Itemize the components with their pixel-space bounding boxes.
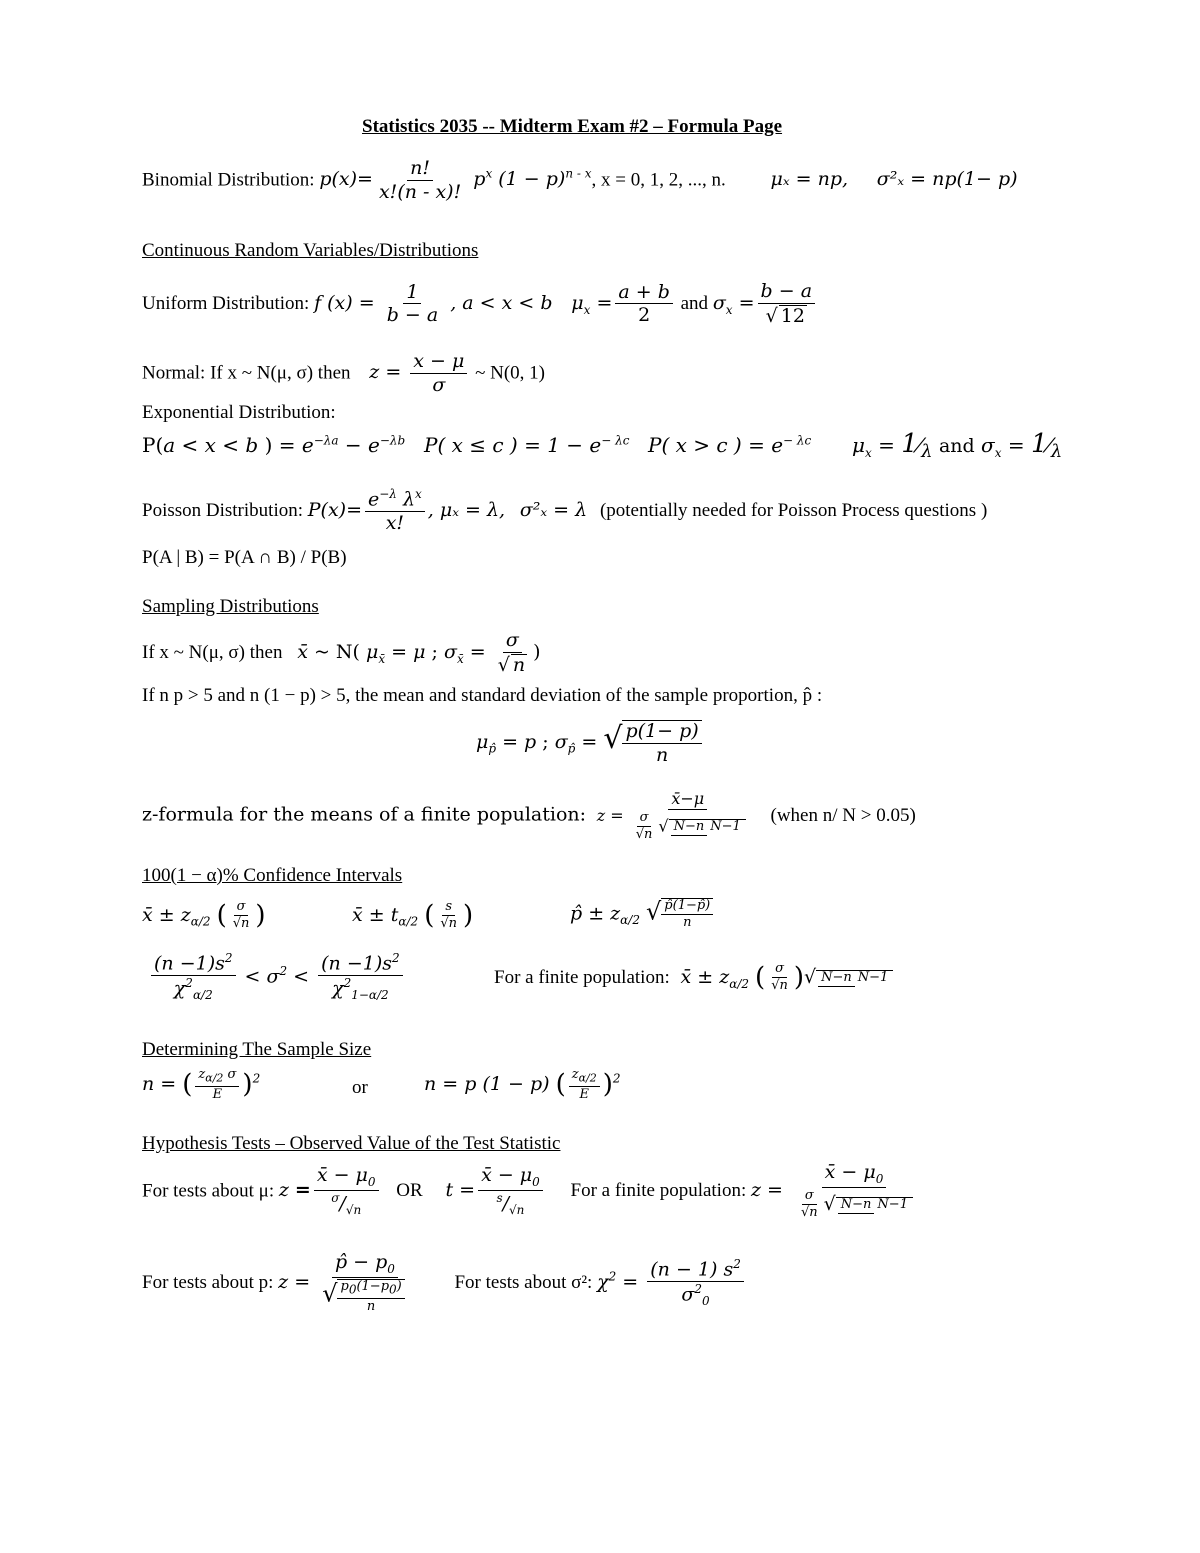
ci-finite-label: For a finite population:	[494, 966, 670, 988]
binomial-formula: p(x)= $\frac{n!}{x!(n - x)!}$ $p^x$ $(1 - p)^{n - x}$	[319, 157, 592, 203]
normal-standardize: z = $\frac{x - \mu}{\sigma}$	[369, 361, 470, 383]
poisson-note: (potentially needed for Poisson Process questions )	[599, 500, 988, 522]
exponential-moments: $\mu_x$ = $1⁄_\lambda$ and $\sigma_x$ = $1⁄_\lambda$	[852, 429, 1063, 462]
hypothesis-finite-label: For a finite population:	[570, 1180, 747, 1202]
page-title: Statistics 2035 -- Midterm Exam #2 – Formula Page	[362, 116, 783, 137]
exponential-and: and	[938, 435, 975, 457]
binomial-label: Binomial Distribution:	[142, 169, 315, 191]
uniform-and: and	[680, 292, 709, 314]
sample-size-or: or	[352, 1077, 368, 1098]
hypothesis-z-mean: z = $\frac{x̄ - \mu_0}{^\sigma/_{√n}}$	[279, 1179, 382, 1201]
poisson-mean: , μₓ = λ,	[427, 499, 506, 522]
normal-row	[142, 351, 545, 396]
conditional-probability: P(A | B) = P(A ∩ B) / P(B)	[142, 547, 347, 568]
uniform-label: Uniform Distribution:	[142, 292, 310, 314]
hypothesis-finite-formula: z = x̄ − $\mu_0$ $\frac{\sigma}{√n}$ √ N−n N−1	[751, 1179, 919, 1201]
uniform-pdf: f (x) = $\frac{1}{b - a}$ , a < x < b	[314, 280, 553, 327]
finite-label: z-formula for the means of a finite population:	[142, 803, 587, 826]
sampling-mean-dist: x̄ ~ N( $\mu_{x̄} = \mu$ ; $\sigma_{x̄}$ = $\frac{\sigma}{√ n}$ )	[297, 629, 541, 676]
exponential-label: Exponential Distribution:	[142, 402, 336, 423]
hypothesis-p-row	[142, 1252, 747, 1314]
hypothesis-p-label: For tests about p:	[142, 1272, 274, 1294]
hypothesis-z-proportion: z = p̂ − $p_0$ √ $\frac{p_0(1-p_0)}{n}$	[278, 1271, 414, 1293]
binomial-row	[142, 158, 1018, 203]
uniform-row	[142, 281, 818, 327]
sampling-line2: If n p > 5 and n (1 − p) > 5, the mean and standard deviation of the sample proportion, p̂ :	[142, 685, 823, 706]
binomial-range: , x = 0, 1, 2, ..., n.	[591, 169, 726, 191]
ci-proportion: p̂ ± $z_{\alpha/2}$ √ $\frac{p̂(1-p̂)}{n}$	[570, 898, 716, 931]
finite-condition: (when n/ N > 0.05)	[770, 804, 916, 826]
ci-mean-t: x̄ ± $t_{\alpha/2}$ ( $\frac{s}{√n}$ )	[352, 899, 474, 932]
sampling-heading: Sampling Distributions	[142, 596, 319, 617]
sample-size-mean: n = ( $\frac{z_{\alpha/2} \sigma}{E}$ )$^2$	[142, 1067, 261, 1102]
sampling-line1-label: If x ~ N(μ, σ) then	[142, 641, 283, 663]
poisson-label: Poisson Distribution:	[142, 500, 303, 522]
hypothesis-heading: Hypothesis Tests – Observed Value of the Test Statistic	[142, 1133, 561, 1154]
hypothesis-mu-label: For tests about μ:	[142, 1180, 275, 1202]
exponential-p3: P( x > c ) = $e^{- \lambda c}$	[648, 433, 812, 457]
sampling-proportion: $\mu_{p̂} = p$ ; $\sigma_{p̂}$ = √ $\frac{p(1- p)}{n}$	[476, 720, 705, 766]
hypothesis-t-mean: t = $\frac{x̄ - \mu_0}{^s/_{√n}}$	[445, 1179, 545, 1201]
normal-label: Normal: If x ~ N(μ, σ) then	[142, 362, 351, 384]
ci-mean-z: x̄ ± $z_{\alpha/2}$ ( $\frac{\sigma}{√n}$ )	[142, 899, 266, 932]
poisson-pmf: P(x)= $\frac{e^{-\lambda} \lambda^x}{x!}$	[308, 499, 428, 521]
poisson-row	[142, 488, 987, 534]
uniform-sd: $\sigma_x$ = $\frac{b - a}{√ 12}$	[713, 292, 818, 314]
sample-size-heading: Determining The Sample Size	[142, 1039, 372, 1060]
hypothesis-or: OR	[396, 1180, 423, 1202]
ci-finite-row	[494, 962, 893, 994]
exponential-p2: P( x ≤ c ) = $1 - e^{- \lambda c}$	[424, 433, 630, 457]
poisson-variance: σ²ₓ = λ	[519, 499, 588, 522]
sampling-row1	[142, 630, 541, 676]
finite-formula: z = x̄−μ $\frac{\sigma}{√n}$ √ N−n N−1	[597, 806, 752, 825]
exponential-p1: P(a < x < b ) = $e^{-\lambda a} - e^{-\lambda b}$	[142, 433, 406, 457]
binomial-mean: μₓ = np,	[770, 168, 849, 191]
hypothesis-mu-row	[142, 1162, 919, 1221]
hypothesis-sigma-label: For tests about σ²:	[454, 1272, 593, 1294]
ci-finite-formula: x̄ ± $z_{\alpha/2}$ ( $\frac{\sigma}{√n}$ )√ N−n N−1	[680, 966, 893, 988]
sample-size-proportion: n = p (1 − p) ( $\frac{z_{\alpha/2}}{E}$ )$^2$	[424, 1067, 621, 1102]
hypothesis-chi-square: $\chi^2$ = $\frac{(n - 1) s^2}{\sigma^2_0}$	[597, 1271, 747, 1293]
uniform-mean: $\mu_x$ = $\frac{a + b}{2}$	[571, 292, 676, 314]
normal-tail: ~ N(0, 1)	[475, 362, 546, 384]
ci-heading: 100(1 − α)% Confidence Intervals	[142, 865, 403, 886]
continuous-heading: Continuous Random Variables/Distributions	[142, 240, 479, 261]
binomial-variance: σ²ₓ = np(1− p)	[876, 168, 1018, 191]
ci-variance: $\frac{(n -1)s^2}{\chi^2_{\alpha/2}}$ < $\sigma^2$ < $\frac{(n -1)s^2}{\chi^2_{1-\alpha/2}}$	[148, 952, 406, 1003]
finite-row	[142, 790, 916, 842]
